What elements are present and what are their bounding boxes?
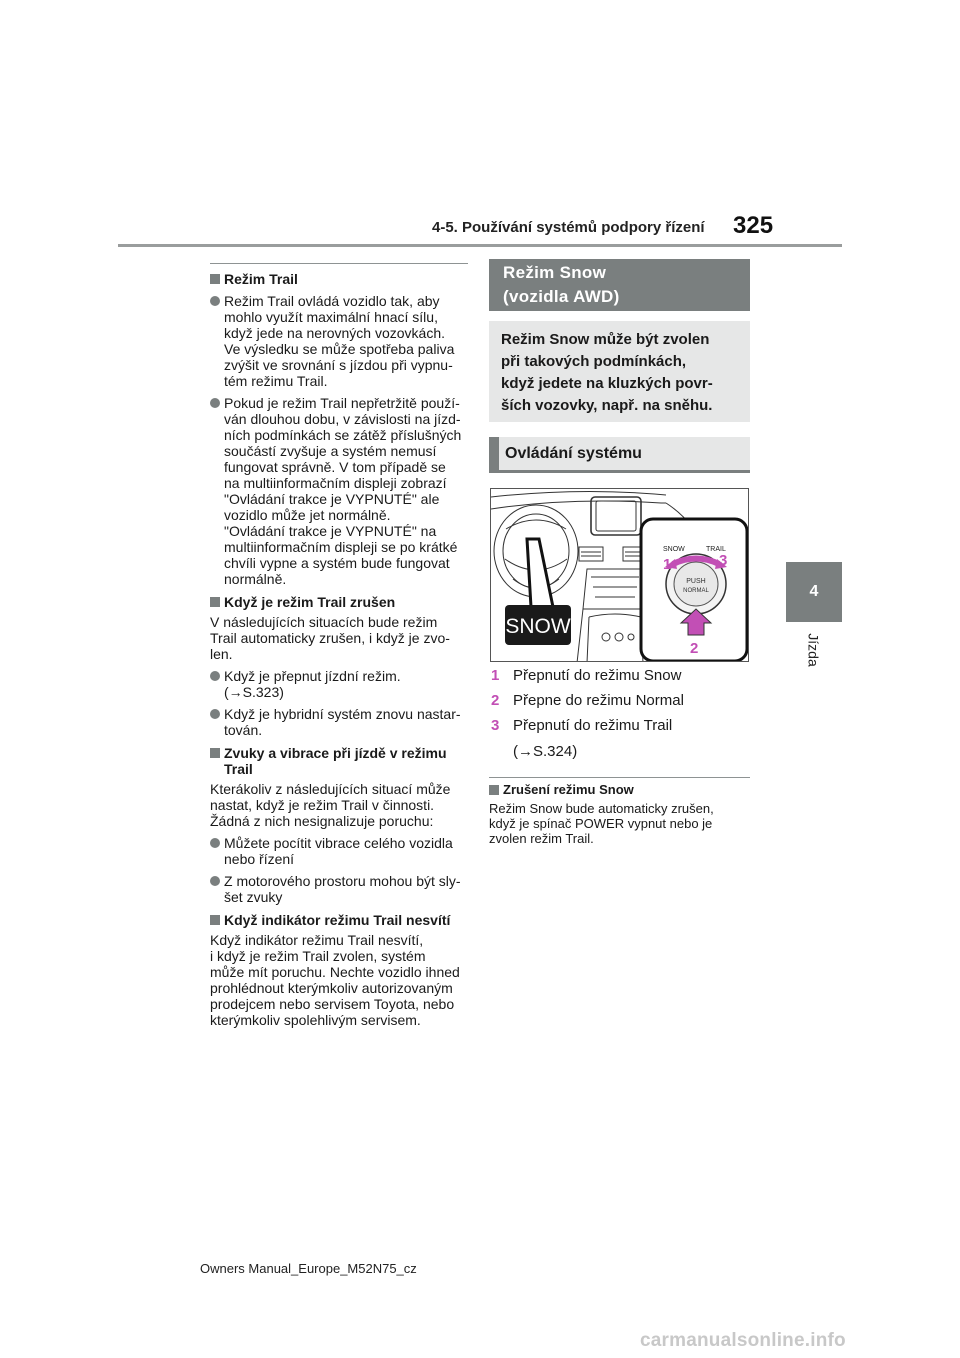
list-item: [210, 668, 468, 700]
sounds-heading: [210, 745, 468, 777]
round-bullet-icon: [210, 398, 220, 408]
manual-footer: Owners Manual_Europe_M52N75_cz: [200, 1261, 417, 1276]
snow-mode-info-text: Režim Snow může být zvolen při takových podmínkách, když jedete na kluzkých povr- ších vozovky, např. na sněhu.: [501, 331, 713, 414]
list-item-text: Můžete pocítit vibrace celého vozidla nebo řízení: [224, 835, 453, 867]
sounds-text: Kterákoliv z následujících situací může nastat, když je režim Trail v činnosti. Žádná z nich nesignalizuje poruchu:: [210, 781, 451, 829]
step-item: [491, 717, 751, 742]
dial-number-3: 3: [719, 552, 728, 569]
round-bullet-icon: [210, 876, 220, 886]
square-bullet-icon: [210, 274, 220, 284]
snow-cancel-text: Režim Snow bude automaticky zrušen, když je spínač POWER vypnut nebo je zvolen režim Trail.: [489, 801, 714, 846]
watermark: carmanualsonline.info: [640, 1330, 846, 1351]
snow-mode-illustration: [490, 488, 749, 662]
step-number: 2: [491, 692, 500, 709]
system-control-heading: [489, 437, 750, 473]
dashboard-drawing: [491, 489, 749, 662]
snow-cancel-rule: [489, 777, 750, 778]
list-item: [210, 835, 468, 867]
page-number: 325: [733, 212, 774, 239]
list-item: [210, 706, 468, 738]
header-rule: [118, 244, 842, 247]
list-item-text: Když je přepnut jízdní režim. (→S.323): [224, 668, 401, 700]
push-label: PUSH: [686, 578, 706, 585]
chapter-label-text: Jízda: [806, 633, 822, 667]
snow-mode-banner: [489, 259, 750, 311]
round-bullet-icon: [210, 838, 220, 848]
snow-mode-banner-text: Režim Snow (vozidla AWD): [503, 263, 620, 306]
dial-trail-label: TRAIL: [706, 546, 726, 553]
step-number: 3: [491, 717, 500, 734]
step-text: Přepne do režimu Normal: [513, 692, 684, 709]
square-bullet-icon: [210, 597, 220, 607]
step-list: [491, 667, 751, 760]
snow-cancel-heading-text: Zrušení režimu Snow: [503, 782, 634, 797]
list-item-text: Když je hybridní systém znovu nastar- tován.: [224, 706, 461, 738]
list-item: [210, 395, 468, 587]
round-bullet-icon: [210, 296, 220, 306]
indicator-text: Když indikátor režimu Trail nesvítí, i když je režim Trail zvolen, systém může mít poruchu. Nechte vozidlo ihned prohlédnout kterýmkoliv autorizovaným prodejcem nebo servisem Toyota, nebo kterýmkoliv spolehlivým servisem.: [210, 932, 460, 1028]
square-bullet-icon: [489, 785, 499, 795]
dial-number-2: 2: [690, 640, 699, 657]
left-top-rule: [210, 263, 468, 264]
square-bullet-icon: [210, 915, 220, 925]
step-text: Přepnutí do režimu Trail: [513, 717, 673, 734]
chapter-label: [786, 620, 842, 680]
trail-cancel-heading: [210, 594, 468, 610]
trail-cancel-text: V následujících situacích bude režim Trail automaticky zrušen, i když je zvo- len.: [210, 614, 450, 662]
list-item-text: Z motorového prostoru mohou být sly- šet zvuky: [224, 873, 461, 905]
left-column: [210, 263, 468, 1030]
snow-cancel-section: [489, 782, 751, 848]
round-bullet-icon: [210, 671, 220, 681]
dial-snow-label: SNOW: [663, 546, 685, 553]
step-text: Přepnutí do režimu Snow: [513, 667, 682, 684]
step-page-reference: (→S.324): [513, 743, 578, 760]
sounds-heading-text: Zvuky a vibrace při jízdě v režimu Trail: [224, 745, 447, 777]
snow-mode-info-box: [489, 321, 750, 422]
trail-cancel-heading-text: Když je režim Trail zrušen: [224, 594, 396, 610]
square-bullet-icon: [210, 748, 220, 758]
step-item: [491, 692, 751, 717]
trail-mode-heading: [210, 271, 468, 287]
dial-number-1: 1: [663, 556, 672, 573]
system-control-heading-text: Ovládání systému: [505, 445, 642, 462]
indicator-heading-text: Když indikátor režimu Trail nesvítí: [224, 912, 451, 928]
trail-mode-heading-text: Režim Trail: [224, 271, 298, 287]
list-item-text: Režim Trail ovládá vozidlo tak, aby mohlo využít maximální hnací sílu, když jede na nerovných vozovkách. Ve výsledku se může spotřeba paliva zvýšit ve srovnání s jízdou při vypnu- tém režimu Trail.: [224, 293, 455, 389]
snow-label: SNOW: [505, 615, 571, 638]
list-item-text: Pokud je režim Trail nepřetržitě použí- ván dlouhou dobu, v závislosti na jízd- ních podmínkách se zátěž příslušných součástí zvyšuje a systém nemusí fungovat správně. V tom případě se na multiinformačním displeji zobrazí "Ovládání trakce je VYPNUTÉ" ale vozidlo může jet normálně. "Ovládání trakce je VYPNUTÉ" na multiinformačním displeji se po krátké chvíli vypne a systém bude fungovat normálně.: [224, 395, 462, 587]
indicator-heading: [210, 912, 468, 928]
section-title: 4-5. Používání systémů podpory řízení: [432, 219, 705, 236]
list-item: [210, 293, 468, 389]
chapter-tab: 4: [786, 562, 842, 622]
snow-cancel-heading: [489, 782, 751, 797]
normal-label: NORMAL: [683, 588, 709, 594]
step-item: [491, 667, 751, 692]
round-bullet-icon: [210, 709, 220, 719]
list-item: [210, 873, 468, 905]
step-number: 1: [491, 667, 500, 684]
